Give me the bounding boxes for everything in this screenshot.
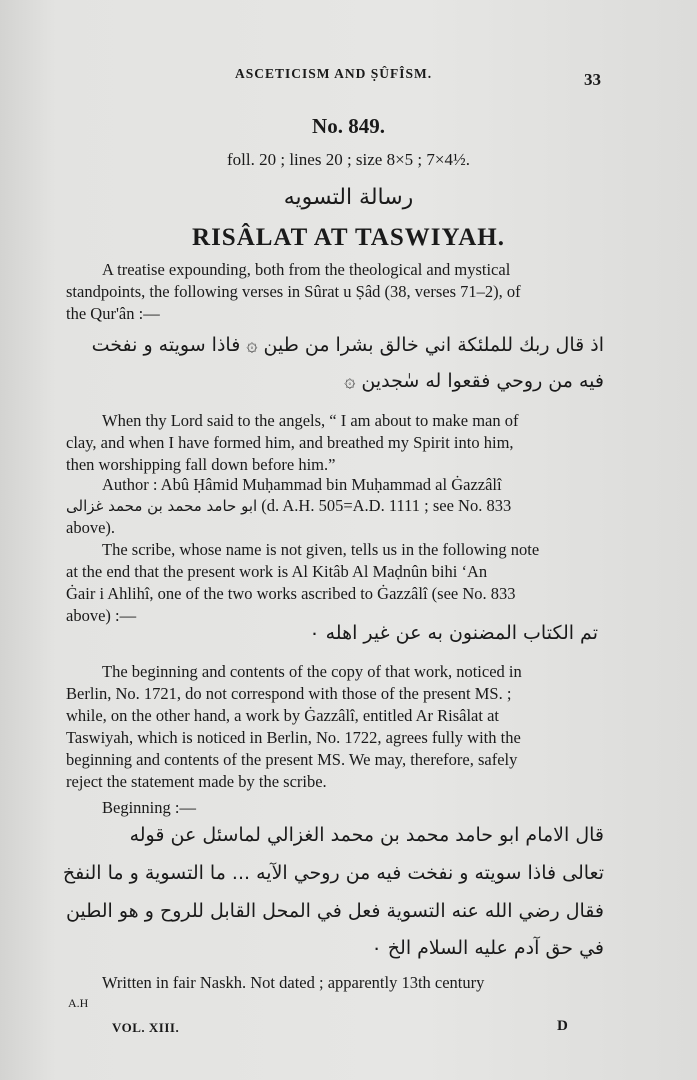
entry-number: No. 849. <box>312 114 385 138</box>
paragraph-line: The beginning and contents of the copy of that work, noticed in <box>102 662 522 681</box>
paragraph-line: Ġair i Ahlihî, one of the two works ascribed to Ġazzâlî (see No. 833 <box>66 584 516 603</box>
author-arabic: ابو حامد محمد بن محمد غزالی <box>66 497 258 515</box>
paragraph-line: above) :— <box>66 606 137 625</box>
title-latin: RISÂLAT AT TASWIYAH. <box>192 224 505 251</box>
entry-description: foll. 20 ; lines 20 ; size 8×5 ; 7×4½. <box>227 150 470 169</box>
paragraph-line: then worshipping fall down before him.” <box>66 455 336 474</box>
running-head: ASCETICISM AND ṢÛFÎSM. <box>235 66 433 81</box>
paragraph-line: clay, and when I have formed him, and breathed my Spirit into him, <box>66 433 514 452</box>
author-line <box>66 496 511 516</box>
volume-label: VOL. XIII. <box>112 1020 180 1035</box>
paragraph-line: Taswiyah, which is noticed in Berlin, No. 1722, agrees fully with the <box>66 728 521 747</box>
paragraph-line: beginning and contents of the present MS. We may, therefore, safely <box>66 750 518 769</box>
beginning-arabic-line: في حق آدم عليه السلام الخ ۰ <box>371 937 604 959</box>
closing-line: Written in fair Naskh. Not dated ; apparently 13th century <box>102 973 485 992</box>
paragraph-line: reject the statement made by the scribe. <box>66 772 327 791</box>
paragraph-line: standpoints, the following verses in Sûrat u Ṣâd (38, verses 71–2), of <box>66 282 521 301</box>
footer-ah: A.H <box>68 996 89 1010</box>
beginning-arabic-line: تعالى فاذا سويته و نفخت فيه من روحي الآيه ... ما التسوية و ما النفخ <box>62 862 604 884</box>
beginning-arabic-line: فقال رضي الله عنه التسوية فعل في المحل القابل للروح و هو الطين <box>65 900 604 922</box>
scribe-note-arabic: تم الكتاب المضنون به عن غير اهله ۰ <box>309 622 598 644</box>
paragraph-line: the Qur'ân :— <box>66 304 160 323</box>
signature-mark: D <box>557 1018 568 1034</box>
paragraph-line: Berlin, No. 1721, do not correspond with those of the present MS. ; <box>66 684 512 703</box>
beginning-label: Beginning :— <box>102 798 196 817</box>
paragraph-line: The scribe, whose name is not given, tells us in the following note <box>102 540 540 559</box>
paragraph-line: When thy Lord said to the angels, “ I am about to make man of <box>102 411 519 430</box>
author-date: (d. A.H. 505=A.D. 1111 ; see No. 833 <box>261 496 512 515</box>
verse-arabic-line: فيه من روحي فقعوا له سٰجدين ۞ <box>344 370 604 392</box>
page-number: 33 <box>584 70 601 89</box>
paragraph-line: A treatise expounding, both from the theological and mystical <box>102 260 511 279</box>
title-arabic: رسالة التسويه <box>283 185 414 210</box>
paragraph-line: at the end that the present work is Al Kitâb Al Maḍnûn bihi ‘An <box>66 562 488 581</box>
author-line: Author : Abû Ḥâmid Muḥammad bin Muḥammad al Ġazzâlî <box>102 475 502 494</box>
paragraph-line: while, on the other hand, a work by Ġazzâlî, entitled Ar Risâlat at <box>66 706 499 725</box>
beginning-arabic-line: قال الامام ابو حامد محمد بن محمد الغزالي لماسئل عن قوله <box>129 824 604 846</box>
paragraph-line: above). <box>66 518 116 537</box>
verse-arabic-line: اذ قال ربك للملئكة اني خالق بشرا من طين ۞ فاذا سويته و نفخت <box>91 334 604 356</box>
